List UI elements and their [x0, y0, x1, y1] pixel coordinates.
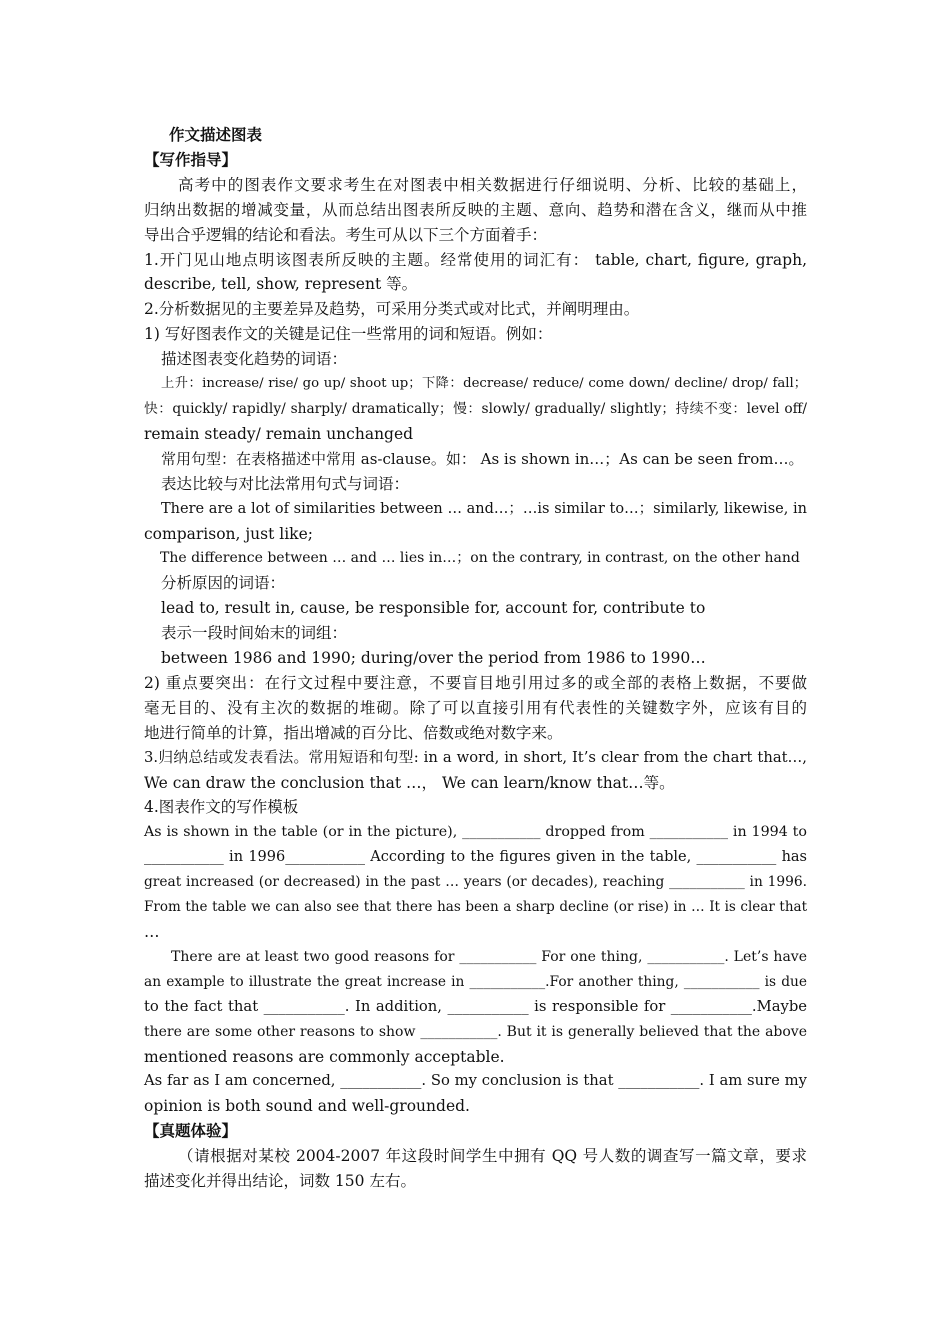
paragraph-line: （请根据对某校 2004-2007 年这段时间学生中拥有 QQ 号人数的调查写一篇文章，要求	[178, 1147, 807, 1166]
paragraph-line: comparison, just like;	[144, 524, 313, 543]
paragraph-line: mentioned reasons are commonly acceptable.	[144, 1047, 505, 1066]
paragraph-line: 2) 重点要突出：在行文过程中要注意，不要盲目地引用过多的或全部的表格上数据，不要做	[144, 673, 807, 692]
paragraph-line: to the fact that ___________. In addition, ___________ is responsible for ___________.Maybe	[144, 997, 807, 1015]
paragraph-line: 归纳出数据的增减变量，从而总结出图表所反映的主题、意向、趋势和潜在含义，继而从中推	[144, 200, 807, 219]
paragraph-line: 1) 写好图表作文的关键是记住一些常用的词和短语。例如：	[144, 325, 553, 344]
paragraph-line: We can draw the conclusion that …， We can learn/know that…等。	[144, 773, 675, 792]
paragraph-line: 描述图表变化趋势的词语：	[161, 350, 348, 369]
paragraph-line: 分析原因的词语：	[161, 574, 286, 593]
paragraph-line: There are at least two good reasons for ___________ For one thing, ___________. Let’s have	[171, 948, 807, 965]
paragraph-line: 高考中的图表作文要求考生在对图表中相关数据进行仔细说明、分析、比较的基础上，	[178, 175, 807, 194]
paragraph-line: 2.分析数据见的主要差异及趋势，可采用分类式或对比式，并阐明理由。	[144, 300, 640, 319]
paragraph-line: lead to, result in, cause, be responsible for, account for, contribute to	[161, 599, 706, 618]
paragraph-line: 4.图表作文的写作模板	[144, 798, 299, 817]
paragraph-line: As is shown in the table (or in the picture), ___________ dropped from ___________ in 1994 to	[144, 824, 807, 841]
paragraph-line: 毫无目的、没有主次的数据的堆砌。除了可以直接引用有代表性的关键数字外，应该有目的	[144, 698, 807, 717]
paragraph-line: 描述变化并得出结论，词数 150 左右。	[144, 1172, 416, 1191]
paragraph-line: From the table we can also see that there has been a sharp decline (or rise) in … It is clear that	[144, 899, 807, 916]
paragraph-line: 上升：increase/ rise/ go up/ shoot up；下降：decrease/ reduce/ come down/ decline/ drop/ fall；	[161, 376, 807, 392]
paragraph-line: opinion is both sound and well-grounded.	[144, 1097, 470, 1116]
section-heading-exam-practice: 【真题体验】	[144, 1121, 238, 1141]
paragraph-line: 表示一段时间始末的词组：	[161, 624, 348, 643]
paragraph-line: 地进行简单的计算，指出增减的百分比、倍数或绝对数字来。	[144, 723, 563, 742]
paragraph-line: remain steady/ remain unchanged	[144, 424, 414, 443]
paragraph-line: 常用句型：在表格描述中常用 as-clause。如： As is shown in…；As can be seen from…。	[161, 449, 804, 468]
paragraph-line: great increased (or decreased) in the past … years (or decades), reaching ___________ in 1996.	[144, 874, 807, 891]
section-heading-writing-guide: 【写作指导】	[144, 149, 238, 169]
paragraph-line: 1.开门见山地点明该图表所反映的主题。经常使用的词汇有： table, chart, figure, graph,	[144, 250, 807, 269]
paragraph-line: 表达比较与对比法常用句式与词语：	[161, 474, 410, 493]
paragraph-line: There are a lot of similarities between … and…；…is similar to…；similarly, likewise, in	[161, 500, 807, 517]
paragraph-line: As far as I am concerned, ___________. So my conclusion is that ___________. I am sure my	[144, 1072, 807, 1090]
paragraph-line: 导出合乎逻辑的结论和看法。考生可从以下三个方面着手：	[144, 225, 548, 244]
paragraph-line: 快：quickly/ rapidly/ sharply/ dramatically；慢：slowly/ gradually/ slightly；持续不变：level off/	[144, 400, 807, 417]
paragraph-line: an example to illustrate the great increase in ___________.For another thing, ___________ is due	[144, 973, 807, 990]
paragraph-line: The difference between … and … lies in…；on the contrary, in contrast, on the other hand	[160, 550, 800, 567]
paragraph-line: …	[144, 923, 160, 941]
paragraph-line: there are some other reasons to show ___________. But it is generally believed that the above	[144, 1023, 807, 1040]
document-title: 作文描述图表	[169, 125, 263, 144]
paragraph-line: describe, tell, show, represent 等。	[144, 275, 418, 294]
paragraph-line: ___________ in 1996___________ According to the figures given in the table, ___________ has	[144, 849, 807, 866]
document-page	[144, 123, 807, 1194]
paragraph-line: between 1986 and 1990; during/over the period from 1986 to 1990…	[161, 649, 706, 668]
paragraph-line: 3.归纳总结或发表看法。常用短语和句型: in a word, in short, It’s clear from the chart that…,	[144, 748, 807, 766]
